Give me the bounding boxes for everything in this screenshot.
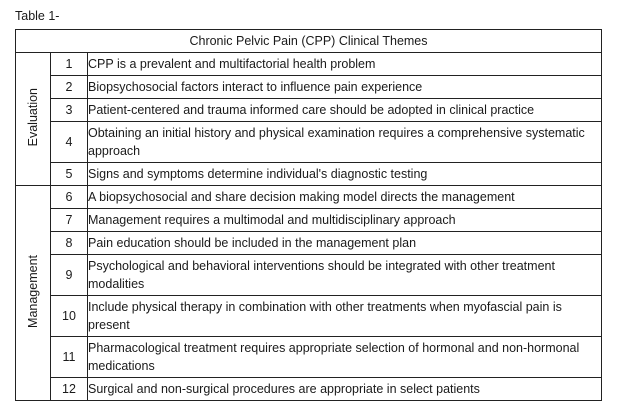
group-label-evaluation xyxy=(16,53,51,186)
row-text: Pharmacological treatment requires appropriate selection of hormonal and non-hormonal medications xyxy=(88,337,602,378)
row-number: 9 xyxy=(51,255,88,296)
table-row xyxy=(16,186,602,209)
row-number: 5 xyxy=(51,163,88,186)
row-text: Surgical and non-surgical procedures are appropriate in select patients xyxy=(88,378,602,401)
row-number: 1 xyxy=(51,53,88,76)
table-row xyxy=(16,209,602,232)
row-number: 12 xyxy=(51,378,88,401)
row-number: 7 xyxy=(51,209,88,232)
row-number: 3 xyxy=(51,99,88,122)
row-text: Biopsychosocial factors interact to influence pain experience xyxy=(88,76,602,99)
clinical-themes-table xyxy=(15,29,602,401)
row-number: 11 xyxy=(51,337,88,378)
row-text: CPP is a prevalent and multifactorial health problem xyxy=(88,53,602,76)
row-text: A biopsychosocial and share decision making model directs the management xyxy=(88,186,602,209)
table-caption: Table 1- xyxy=(15,9,60,23)
table-row xyxy=(16,255,602,296)
row-text: Management requires a multimodal and multidisciplinary approach xyxy=(88,209,602,232)
row-number: 2 xyxy=(51,76,88,99)
table-title: Chronic Pelvic Pain (CPP) Clinical Themes xyxy=(16,30,602,53)
table-title-row xyxy=(16,30,602,53)
row-text: Include physical therapy in combination with other treatments when myofascial pain is present xyxy=(88,296,602,337)
table-row xyxy=(16,232,602,255)
row-text: Signs and symptoms determine individual's diagnostic testing xyxy=(88,163,602,186)
table-row xyxy=(16,53,602,76)
row-number: 10 xyxy=(51,296,88,337)
table-row xyxy=(16,296,602,337)
table-row xyxy=(16,378,602,401)
table-row xyxy=(16,122,602,163)
table-row xyxy=(16,337,602,378)
row-text: Psychological and behavioral interventions should be integrated with other treatment modalities xyxy=(88,255,602,296)
row-number: 4 xyxy=(51,122,88,163)
table-row xyxy=(16,76,602,99)
table-row xyxy=(16,99,602,122)
row-text: Patient-centered and trauma informed care should be adopted in clinical practice xyxy=(88,99,602,122)
row-text: Obtaining an initial history and physical examination requires a comprehensive systematic approach xyxy=(88,122,602,163)
table-row xyxy=(16,163,602,186)
group-label-management xyxy=(16,186,51,401)
group-label-text: Evaluation xyxy=(26,88,40,147)
row-number: 8 xyxy=(51,232,88,255)
group-label-text: Management xyxy=(26,255,40,328)
row-text: Pain education should be included in the management plan xyxy=(88,232,602,255)
row-number: 6 xyxy=(51,186,88,209)
